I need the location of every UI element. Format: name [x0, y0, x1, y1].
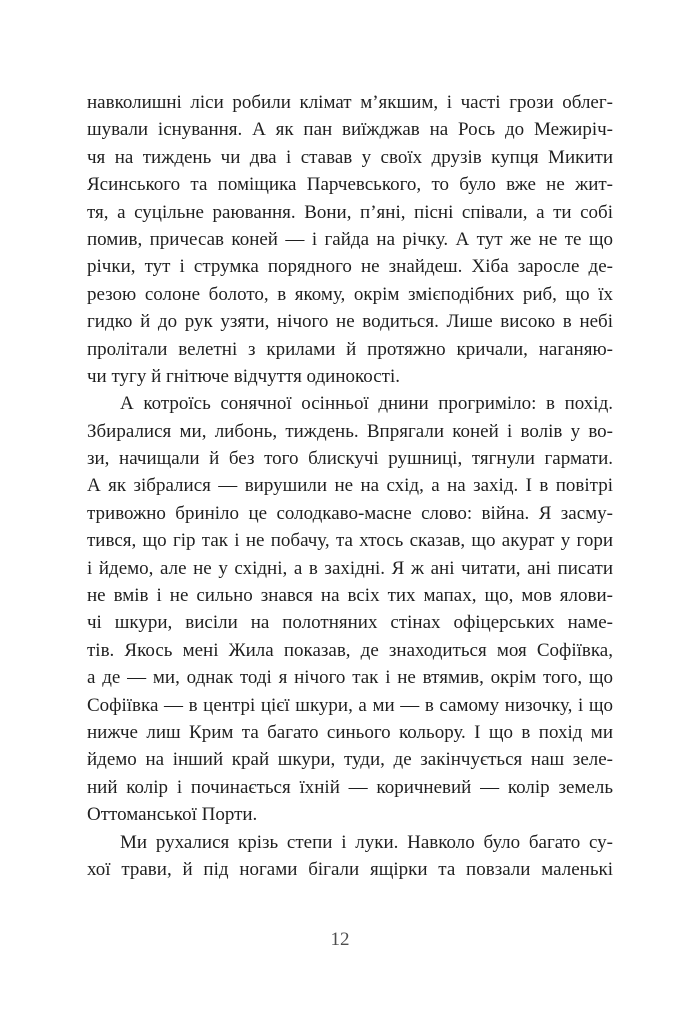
text-line: тів. Якось мені Жила показав, де знаходиться моя Софіївка,	[87, 639, 613, 661]
text-line: тився, що гір так і не побачу, та хтось сказав, що акурат у гори	[87, 530, 613, 552]
text-line: Ясинського та поміщика Парчевського, то було вже не жит-	[87, 174, 613, 196]
text-line: чі шкури, висіли на полотняних стінах офіцерських наме-	[87, 612, 613, 634]
text-line: чя на тиждень чи два і ставав у своїх друзів купця Микити	[87, 146, 613, 168]
text-line: зи, начищали й без того блискучі рушниці, тягнули гармати.	[87, 448, 613, 470]
text-line: гидко й до рук узяти, нічого не водиться. Лише високо в небі	[87, 311, 613, 333]
text-line: і йдемо, але не у східні, а в західні. Я ж ані читати, ані писати	[87, 557, 613, 579]
text-line: йдемо на інший край шкури, туди, де закінчується наш зеле-	[87, 749, 613, 771]
text-line: Оттоманської Порти.	[87, 804, 258, 826]
text-line: Ми рухалися крізь степи і луки. Навколо було багато су-	[120, 831, 613, 853]
text-line: Софіївка — в центрі цієї шкури, а ми — в самому низочку, і що	[87, 694, 613, 716]
text-line: навколишні ліси робили клімат м’якшим, і часті грози облег-	[87, 92, 613, 113]
text-line: тривожно бриніло це солодкаво-масне слово: війна. Я засму-	[87, 502, 613, 524]
text-line: ний колір і починається їхній — коричневий — колір земель	[87, 776, 613, 798]
text-line: а де — ми, однак тоді я нічого так і не втямив, окрім того, що	[87, 667, 613, 689]
text-line: річки, тут і струмка порядного не знайдеш. Хіба заросле де-	[87, 256, 613, 278]
text-line: резою солоне болото, в якому, окрім змієподібних риб, що їх	[87, 283, 613, 305]
paragraph	[87, 89, 613, 390]
text-line: нижче лиш Крим та багато синього кольору. І що в похід ми	[87, 721, 613, 743]
paragraph	[87, 829, 613, 884]
text-line: шували існування. А як пан виїжджав на Рось до Межиріч-	[87, 119, 613, 141]
paragraph	[87, 390, 613, 828]
text-line: не вмів і не сильно знався на всіх тих мапах, що, мов ялови-	[87, 585, 613, 607]
page-number: 12	[330, 929, 350, 950]
text-line: помив, причесав коней — і гайда на річку. А тут же не те що	[87, 228, 613, 250]
text-line: А котроїсь сонячної осінньої днини прогриміло: в похід.	[120, 393, 613, 415]
text-line: А як зібралися — вирушили не на схід, а на захід. І в повітрі	[87, 475, 613, 497]
text-line: Збиралися ми, либонь, тиждень. Впрягали коней і волів у во-	[87, 420, 613, 442]
text-line: тя, а суцільне раювання. Вони, п’яні, пісні співали, а ти собі	[87, 201, 613, 223]
text-line: пролітали велетні з крилами й протяжно кричали, наганяю-	[87, 338, 613, 360]
text-line: чи тугу й гнітюче відчуття одинокості.	[87, 365, 401, 387]
page-text	[87, 89, 613, 883]
text-line: хої трави, й під ногами бігали ящірки та повзали маленькі	[87, 858, 613, 880]
